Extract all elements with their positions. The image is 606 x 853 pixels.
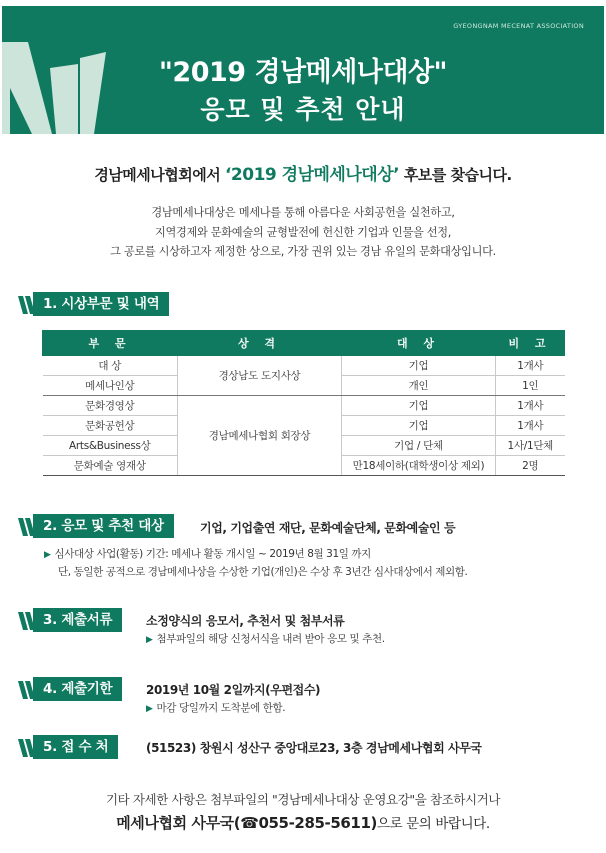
category-cell: 대 상 — [43, 356, 178, 376]
note-line: 심사대상 사업(활동) 기간: 메세나 활동 개시일 ~ 2019년 8월 31일 까지 — [54, 548, 371, 560]
note-cell: 1인 — [496, 376, 565, 396]
triangle-right-icon: ▶ — [146, 635, 153, 645]
header-banner — [2, 6, 604, 134]
lead-suffix: 후보를 찾습니다. — [403, 166, 512, 184]
page-title: "2019 경남메세나대상" — [158, 57, 448, 88]
lead-prefix: 경남메세나협회에서 — [94, 166, 221, 184]
section-2-label: 2. 응모 및 추천 대상 — [33, 514, 174, 538]
target-cell: 기업 / 단체 — [342, 436, 496, 456]
note-cell: 2명 — [496, 456, 565, 476]
note-cell: 1개사 — [496, 416, 565, 436]
target-cell: 기업 — [342, 416, 496, 436]
section-4-label: 4. 제출기한 — [33, 677, 122, 701]
section-1-label: 1. 시상부문 및 내역 — [33, 292, 169, 316]
category-cell: Arts&Business상 — [43, 436, 178, 456]
target-cell: 개인 — [342, 376, 496, 396]
contact-office: 메세나협회 사무국(☎055-285-5611) — [116, 814, 377, 832]
category-cell: 문화공헌상 — [43, 416, 178, 436]
footer-suffix: 으로 문의 바랍니다. — [376, 816, 490, 832]
lead-sentence — [0, 160, 606, 185]
note-line: 첨부파일의 해당 신청서식을 내려 받아 응모 및 추천. — [156, 633, 385, 645]
intro-line: 경남메세나대상은 메세나를 통해 아름다운 사회공헌을 실천하고, — [151, 206, 455, 219]
lead-highlight: ‘2019 경남메세나대상’ — [224, 165, 400, 185]
note-cell: 1개사 — [496, 356, 565, 376]
section-3-label: 3. 제출서류 — [33, 608, 122, 632]
column-header: 상 격 — [178, 331, 342, 356]
prize-cell: 경상남도 도지사상 — [178, 356, 342, 396]
target-cell: 기업 — [342, 356, 496, 376]
section-4-text: 2019년 10월 2일까지(우편접수) — [146, 683, 321, 697]
note-cell: 1개사 — [496, 396, 565, 416]
footer-line-2 — [0, 812, 606, 833]
section-3-note — [146, 631, 385, 649]
triangle-right-icon: ▶ — [44, 550, 51, 560]
table-row — [43, 396, 565, 416]
intro-paragraph — [0, 203, 606, 262]
note-line: 마감 당일까지 도착분에 한함. — [156, 702, 286, 714]
section-3-text: 소정양식의 응모서, 추천서 및 첨부서류 — [146, 614, 345, 628]
category-cell: 메세나인상 — [43, 376, 178, 396]
intro-line: 지역경제와 문화예술의 균형발전에 헌신한 기업과 인물을 선정, — [155, 225, 451, 239]
section-2-text: 기업, 기업출연 재단, 문화예술단체, 문화예술인 등 — [200, 521, 456, 535]
association-name: GYEONGNAM MECENAT ASSOCIATION — [453, 22, 584, 30]
target-cell: 만18세이하(대학생이상 제외) — [342, 456, 496, 476]
table-row — [43, 356, 565, 376]
footer-line-1: 기타 자세한 사항은 첨부파일의 "경남메세나대상 운영요강"을 참조하시거나 — [105, 792, 501, 807]
column-header: 부 문 — [43, 331, 178, 356]
section-4-note — [146, 700, 285, 718]
category-cell: 문화예술 영재상 — [43, 456, 178, 476]
note-cell: 1사/1단체 — [496, 436, 565, 456]
section-5-label: 5. 접 수 처 — [33, 735, 118, 759]
column-header: 대 상 — [342, 331, 496, 356]
triangle-right-icon: ▶ — [146, 704, 153, 714]
intro-line: 그 공로를 시상하고자 제정한 상으로, 가장 권위 있는 경남 유일의 문화대상입니다. — [110, 245, 496, 258]
page-subtitle: 응모 및 추천 안내 — [200, 95, 406, 124]
target-cell: 기업 — [342, 396, 496, 416]
category-cell: 문화경영상 — [43, 396, 178, 416]
prize-cell: 경남메세나협회 회장상 — [178, 396, 342, 476]
column-header: 비 고 — [496, 331, 565, 356]
section-5-text: (51523) 창원시 성산구 중앙대로23, 3층 경남메세나협회 사무국 — [146, 741, 482, 755]
note-line: 단, 동일한 공적으로 경남메세나상을 수상한 기업(개인)은 수상 후 3년간 심사대상에서 제외함. — [58, 566, 468, 578]
awards-table — [42, 330, 565, 476]
section-2-note — [44, 546, 467, 581]
